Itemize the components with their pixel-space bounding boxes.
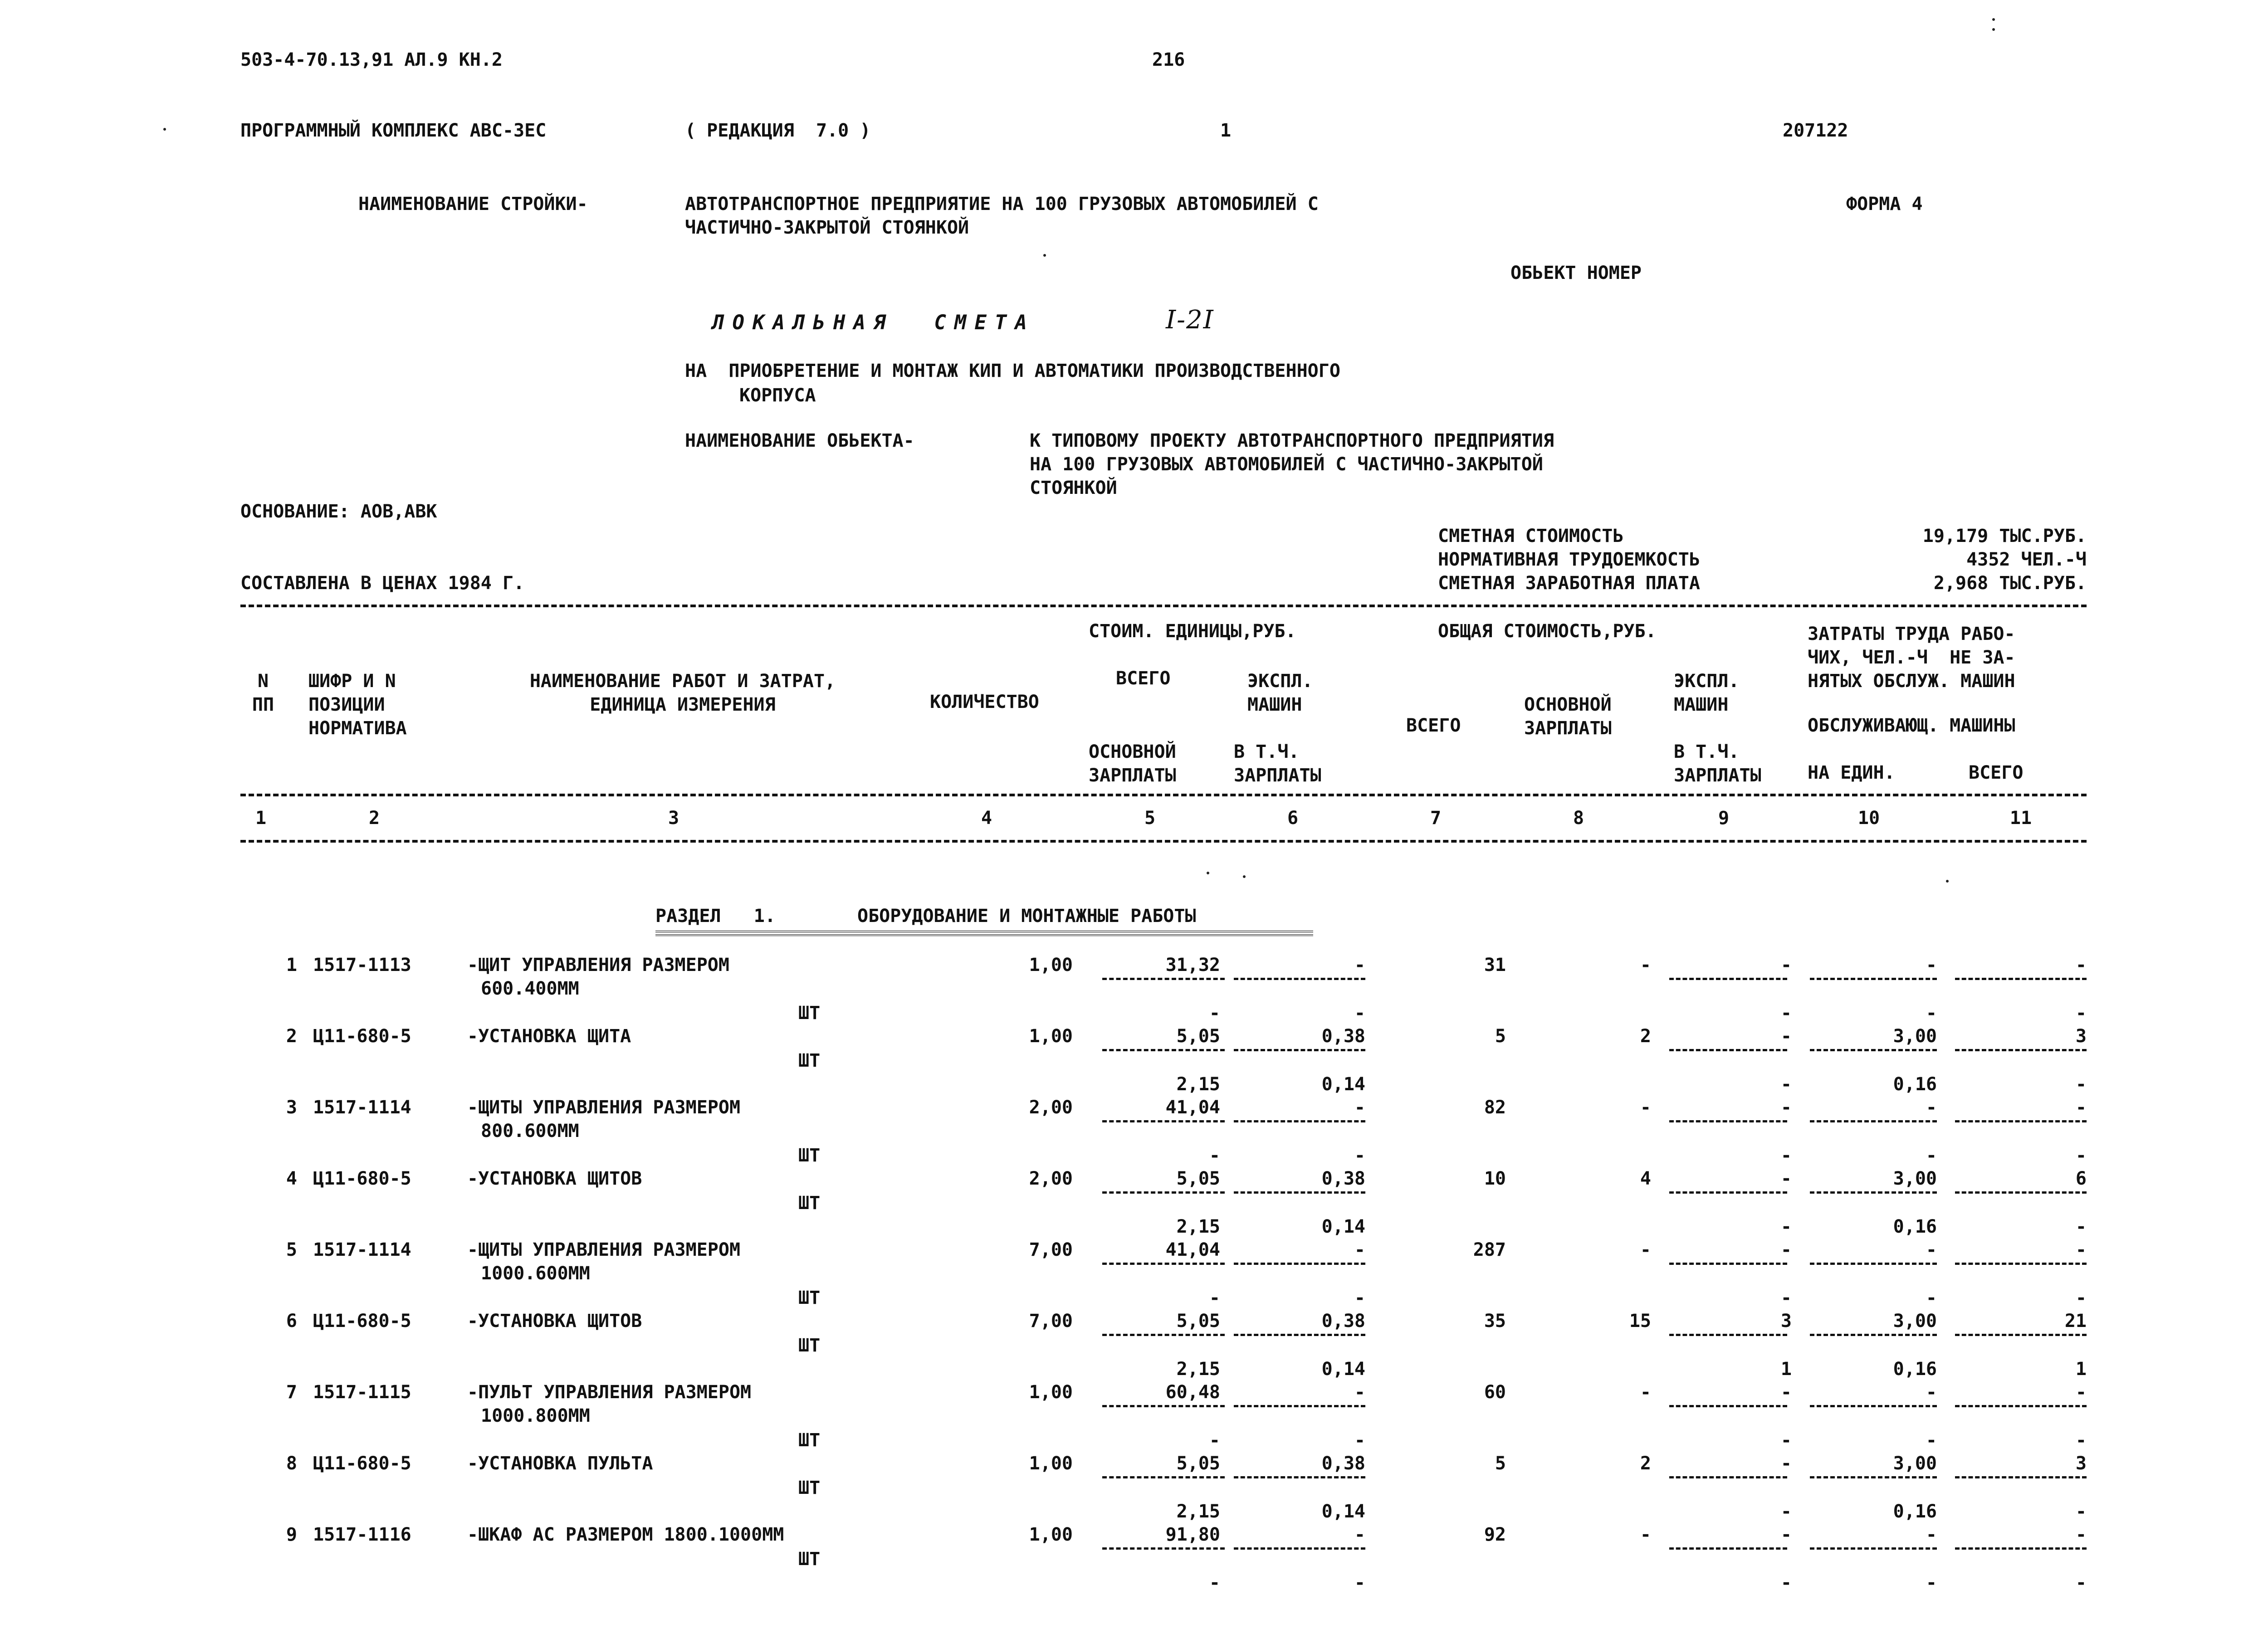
row-total-wage: 2 xyxy=(1640,1453,1651,1474)
cell-separator xyxy=(1234,1476,1365,1478)
row-quantity: 2,00 xyxy=(1029,1097,1073,1118)
cell-separator xyxy=(1102,1405,1225,1407)
row-name: -УСТАНОВКА ЩИТОВ xyxy=(467,1168,642,1189)
row-unit-incl: 0,14 xyxy=(1321,1216,1365,1237)
column-number: 1 xyxy=(255,808,267,829)
cell-separator xyxy=(1810,1120,1937,1122)
row-unit-exp: 0,38 xyxy=(1321,1311,1365,1332)
row-total-cost: 5 xyxy=(1495,1026,1506,1047)
row-unit-cost: 91,80 xyxy=(1165,1524,1220,1545)
sheet-number: 1 xyxy=(1220,120,1232,141)
row-unit-exp: 0,38 xyxy=(1321,1168,1365,1189)
row-service-unit: 0,16 xyxy=(1893,1216,1937,1237)
row-total-wage: - xyxy=(1640,955,1651,976)
header-unit-incl: В Т.Ч. ЗАРПЛАТЫ xyxy=(1234,741,1321,786)
row-unit-cost: 60,48 xyxy=(1165,1382,1220,1403)
row-service-total: - xyxy=(2075,1216,2087,1237)
cell-separator xyxy=(1955,1476,2087,1478)
cell-separator xyxy=(1810,1191,1937,1194)
row-code: 1517-1114 xyxy=(313,1239,411,1260)
row-service-unit: 0,16 xyxy=(1893,1359,1937,1380)
summary-value-labor: 4352 ЧЕЛ.-Ч xyxy=(1966,549,2087,570)
row-labor-total: 3 xyxy=(2075,1026,2087,1047)
summary-label-labor: НОРМАТИВНАЯ ТРУДОЕМКОСТЬ xyxy=(1438,549,1700,570)
edition: ( РЕДАКЦИЯ 7.0 ) xyxy=(685,120,871,141)
section-label: РАЗДЕЛ 1. xyxy=(655,906,776,927)
cell-separator xyxy=(1234,1120,1365,1122)
row-unit-exp: - xyxy=(1354,1524,1365,1545)
row-unit-wage: - xyxy=(1209,1572,1220,1593)
row-name: -ШКАФ АС РАЗМЕРОМ 1800.1000ММ xyxy=(467,1524,784,1545)
row-total-wage: - xyxy=(1640,1097,1651,1118)
row-unit-incl: - xyxy=(1354,1572,1365,1593)
cell-separator xyxy=(1669,1120,1787,1122)
row-labor-total: 6 xyxy=(2075,1168,2087,1189)
row-service-total: - xyxy=(2075,1430,2087,1451)
column-number: 2 xyxy=(368,808,380,829)
row-unit: ШТ xyxy=(798,1549,821,1570)
row-unit-cost: 41,04 xyxy=(1165,1239,1220,1260)
cell-separator xyxy=(1810,978,1937,980)
row-unit-exp: 0,38 xyxy=(1321,1453,1365,1474)
cell-separator xyxy=(1955,1120,2087,1122)
header-col-number: N ПП xyxy=(252,671,274,715)
row-unit-exp: - xyxy=(1354,1097,1365,1118)
header-labor-total: ВСЕГО xyxy=(1969,762,2024,783)
cell-separator xyxy=(1955,1547,2087,1550)
column-number: 4 xyxy=(981,808,992,829)
row-unit-exp: 0,38 xyxy=(1321,1026,1365,1047)
row-unit: ШТ xyxy=(798,1335,821,1356)
header-number-rule-top xyxy=(240,794,2087,796)
row-labor-total: - xyxy=(2075,955,2087,976)
row-code: 1517-1116 xyxy=(313,1524,411,1545)
row-unit-wage: - xyxy=(1209,1288,1220,1308)
row-unit-wage: - xyxy=(1209,1430,1220,1451)
row-total-cost: 5 xyxy=(1495,1453,1506,1474)
cell-separator xyxy=(1102,1049,1225,1051)
row-labor-total: - xyxy=(2075,1524,2087,1545)
column-number: 7 xyxy=(1430,808,1442,829)
row-total-cost: 287 xyxy=(1473,1239,1506,1260)
row-total-exp: 3 xyxy=(1780,1311,1792,1332)
summary-label-wage: СМЕТНАЯ ЗАРАБОТНАЯ ПЛАТА xyxy=(1438,573,1700,594)
row-name: -ПУЛЬТ УПРАВЛЕНИЯ РАЗМЕРОМ xyxy=(467,1382,752,1403)
row-code: Ц11-680-5 xyxy=(313,1168,411,1189)
row-unit-cost: 5,05 xyxy=(1176,1026,1220,1047)
cell-separator xyxy=(1102,978,1225,980)
row-total-exp: - xyxy=(1780,1382,1792,1403)
row-labor-unit: 3,00 xyxy=(1893,1453,1937,1474)
row-unit: ШТ xyxy=(798,1145,821,1166)
scan-speck xyxy=(1207,872,1209,874)
row-unit: ШТ xyxy=(798,1288,821,1308)
row-unit: ШТ xyxy=(798,1003,821,1024)
cell-separator xyxy=(1234,1191,1365,1194)
row-unit-incl: 0,14 xyxy=(1321,1501,1365,1522)
row-labor-total: 3 xyxy=(2075,1453,2087,1474)
header-col-name: НАИМЕНОВАНИЕ РАБОТ И ЗАТРАТ, ЕДИНИЦА ИЗМЕРЕНИЯ xyxy=(529,671,836,715)
row-unit-exp: - xyxy=(1354,955,1365,976)
row-service-unit: - xyxy=(1926,1572,1937,1593)
cell-separator xyxy=(1234,1334,1365,1336)
row-unit-cost: 5,05 xyxy=(1176,1453,1220,1474)
row-total-exp: - xyxy=(1780,1453,1792,1474)
row-unit-wage: 2,15 xyxy=(1176,1501,1220,1522)
row-code: 1517-1114 xyxy=(313,1097,411,1118)
cell-separator xyxy=(1234,1405,1365,1407)
row-service-unit: - xyxy=(1926,1003,1937,1024)
object-label: НАИМЕНОВАНИЕ ОБЬЕКТА- xyxy=(685,430,914,451)
row-name-size: 800.600ММ xyxy=(481,1121,579,1141)
header-labor-unit: НА ЕДИН. xyxy=(1808,762,1895,783)
cell-separator xyxy=(1955,1334,2087,1336)
row-service-total: - xyxy=(2075,1572,2087,1593)
scan-speck xyxy=(1043,254,1046,257)
row-name: -УСТАНОВКА ПУЛЬТА xyxy=(467,1453,653,1474)
basis: ОСНОВАНИЕ: АОВ,АВК xyxy=(240,501,437,522)
column-number: 11 xyxy=(2009,808,2032,829)
column-number: 10 xyxy=(1857,808,1880,829)
row-total-exp: - xyxy=(1780,1168,1792,1189)
row-total-incl: - xyxy=(1780,1003,1792,1024)
row-service-total: - xyxy=(2075,1288,2087,1308)
cell-separator xyxy=(1955,1405,2087,1407)
row-quantity: 1,00 xyxy=(1029,955,1073,976)
row-total-cost: 82 xyxy=(1484,1097,1506,1118)
row-service-unit: 0,16 xyxy=(1893,1074,1937,1095)
row-labor-unit: - xyxy=(1926,1097,1937,1118)
row-total-cost: 10 xyxy=(1484,1168,1506,1189)
row-name: -ЩИТЫ УПРАВЛЕНИЯ РАЗМЕРОМ xyxy=(467,1239,741,1260)
purpose-line1: НА ПРИОБРЕТЕНИЕ И МОНТАЖ КИП И АВТОМАТИКИ ПРОИЗВОДСТВЕННОГО xyxy=(685,361,1340,381)
column-number: 5 xyxy=(1144,808,1156,829)
cell-separator xyxy=(1810,1049,1937,1051)
cell-separator xyxy=(1810,1547,1937,1550)
row-service-unit: - xyxy=(1926,1145,1937,1166)
row-number: 4 xyxy=(286,1168,297,1189)
row-number: 3 xyxy=(286,1097,297,1118)
object-number-label: ОБЬЕКТ НОМЕР xyxy=(1510,263,1642,283)
row-name: -УСТАНОВКА ЩИТА xyxy=(467,1026,631,1047)
cell-separator xyxy=(1102,1120,1225,1122)
cell-separator xyxy=(1102,1263,1225,1265)
scan-speck xyxy=(1243,875,1246,878)
page-number: 216 xyxy=(1152,49,1185,70)
row-name-size: 1000.600ММ xyxy=(481,1263,590,1284)
doc-code: 503-4-70.13,91 АЛ.9 КН.2 xyxy=(240,49,503,70)
row-number: 7 xyxy=(286,1382,297,1403)
row-total-incl: - xyxy=(1780,1501,1792,1522)
cell-separator xyxy=(1810,1334,1937,1336)
cell-separator xyxy=(1669,1476,1787,1478)
row-unit: ШТ xyxy=(798,1430,821,1451)
row-labor-total: - xyxy=(2075,1382,2087,1403)
program-name: ПРОГРАММНЫЙ КОМПЛЕКС АВС-3ЕС xyxy=(240,120,547,141)
row-service-total: - xyxy=(2075,1074,2087,1095)
row-quantity: 1,00 xyxy=(1029,1026,1073,1047)
row-labor-unit: 3,00 xyxy=(1893,1311,1937,1332)
scan-speck xyxy=(163,128,166,131)
construction-line2: ЧАСТИЧНО-ЗАКРЫТОЙ СТОЯНКОЙ xyxy=(685,217,969,238)
row-unit-cost: 31,32 xyxy=(1165,955,1220,976)
row-total-exp: - xyxy=(1780,1097,1792,1118)
column-number: 8 xyxy=(1573,808,1584,829)
header-col-quantity: КОЛИЧЕСТВО xyxy=(930,692,1039,712)
header-labor-service: ОБСЛУЖИВАЮЩ. МАШИНЫ xyxy=(1808,715,2015,736)
row-service-total: - xyxy=(2075,1003,2087,1024)
row-unit: ШТ xyxy=(798,1050,821,1071)
row-service-unit: - xyxy=(1926,1430,1937,1451)
column-number: 3 xyxy=(668,808,679,829)
row-total-exp: - xyxy=(1780,1026,1792,1047)
row-name: -ЩИТЫ УПРАВЛЕНИЯ РАЗМЕРОМ xyxy=(467,1097,741,1118)
row-labor-unit: - xyxy=(1926,1524,1937,1545)
section-title: ОБОРУДОВАНИЕ И МОНТАЖНЫЕ РАБОТЫ xyxy=(857,906,1196,927)
row-total-incl: - xyxy=(1780,1216,1792,1237)
row-code: Ц11-680-5 xyxy=(313,1453,411,1474)
row-unit-exp: - xyxy=(1354,1239,1365,1260)
row-unit-wage: 2,15 xyxy=(1176,1216,1220,1237)
row-total-incl: - xyxy=(1780,1430,1792,1451)
header-unit-wage: ОСНОВНОЙ ЗАРПЛАТЫ xyxy=(1089,741,1176,786)
row-unit-wage: - xyxy=(1209,1003,1220,1024)
row-unit-cost: 5,05 xyxy=(1176,1311,1220,1332)
row-labor-unit: 3,00 xyxy=(1893,1168,1937,1189)
header-total-exp: ЭКСПЛ. МАШИН xyxy=(1674,671,1740,715)
header-col-code: ШИФР И N ПОЗИЦИИ НОРМАТИВА xyxy=(308,671,407,739)
column-number: 9 xyxy=(1718,808,1730,829)
row-quantity: 7,00 xyxy=(1029,1311,1073,1332)
cell-separator xyxy=(1234,978,1365,980)
cell-separator xyxy=(1810,1405,1937,1407)
header-total-wage: ОСНОВНОЙ ЗАРПЛАТЫ xyxy=(1524,694,1612,739)
cell-separator xyxy=(1669,1334,1787,1336)
row-number: 5 xyxy=(286,1239,297,1260)
row-code: Ц11-680-5 xyxy=(313,1311,411,1332)
cell-separator xyxy=(1669,1049,1787,1051)
column-number: 6 xyxy=(1287,808,1299,829)
row-total-wage: - xyxy=(1640,1382,1651,1403)
object-line2: НА 100 ГРУЗОВЫХ АВТОМОБИЛЕЙ С ЧАСТИЧНО-ЗАКРЫТОЙ xyxy=(1030,454,1543,475)
row-number: 2 xyxy=(286,1026,297,1047)
construction-line1: АВТОТРАНСПОРТНОЕ ПРЕДПРИЯТИЕ НА 100 ГРУЗОВЫХ АВТОМОБИЛЕЙ С xyxy=(685,194,1319,215)
header-total-incl: В Т.Ч. ЗАРПЛАТЫ xyxy=(1674,741,1761,786)
row-labor-unit: 3,00 xyxy=(1893,1026,1937,1047)
row-name-size: 1000.800ММ xyxy=(481,1405,590,1426)
row-name: -УСТАНОВКА ЩИТОВ xyxy=(467,1311,642,1332)
row-total-wage: - xyxy=(1640,1524,1651,1545)
row-unit-cost: 5,05 xyxy=(1176,1168,1220,1189)
construction-label: НАИМЕНОВАНИЕ СТРОЙКИ- xyxy=(358,194,588,215)
row-total-wage: 4 xyxy=(1640,1168,1651,1189)
row-total-incl: - xyxy=(1780,1288,1792,1308)
cell-separator xyxy=(1669,1405,1787,1407)
object-line3: СТОЯНКОЙ xyxy=(1030,478,1117,498)
row-labor-total: - xyxy=(2075,1097,2087,1118)
row-labor-unit: - xyxy=(1926,955,1937,976)
row-unit-incl: 0,14 xyxy=(1321,1074,1365,1095)
row-quantity: 1,00 xyxy=(1029,1382,1073,1403)
row-total-incl: - xyxy=(1780,1074,1792,1095)
cell-separator xyxy=(1955,978,2087,980)
row-total-incl: - xyxy=(1780,1572,1792,1593)
row-unit-exp: - xyxy=(1354,1382,1365,1403)
form-label: ФОРМА 4 xyxy=(1846,194,1923,215)
row-total-exp: - xyxy=(1780,1239,1792,1260)
row-total-incl: 1 xyxy=(1780,1359,1792,1380)
header-total-all: ВСЕГО xyxy=(1406,715,1461,736)
row-unit: ШТ xyxy=(798,1478,821,1498)
cell-separator xyxy=(1234,1263,1365,1265)
row-quantity: 1,00 xyxy=(1029,1524,1073,1545)
table-top-rule xyxy=(240,605,2087,607)
row-service-total: - xyxy=(2075,1501,2087,1522)
summary-label-cost: СМЕТНАЯ СТОИМОСТЬ xyxy=(1438,526,1624,546)
row-name: -ЩИТ УПРАВЛЕНИЯ РАЗМЕРОМ xyxy=(467,955,729,976)
row-number: 6 xyxy=(286,1311,297,1332)
row-quantity: 7,00 xyxy=(1029,1239,1073,1260)
row-service-unit: - xyxy=(1926,1288,1937,1308)
row-code: 1517-1115 xyxy=(313,1382,411,1403)
cell-separator xyxy=(1810,1476,1937,1478)
row-total-wage: 15 xyxy=(1629,1311,1651,1332)
row-service-total: 1 xyxy=(2075,1359,2087,1380)
cell-separator xyxy=(1669,1547,1787,1550)
row-labor-total: 21 xyxy=(2064,1311,2087,1332)
summary-value-wage: 2,968 ТЫС.РУБ. xyxy=(1933,573,2087,594)
section-underline xyxy=(655,931,1313,936)
row-total-cost: 92 xyxy=(1484,1524,1506,1545)
row-labor-total: - xyxy=(2075,1239,2087,1260)
purpose-line2: КОРПУСА xyxy=(739,385,816,406)
row-number: 9 xyxy=(286,1524,297,1545)
row-quantity: 2,00 xyxy=(1029,1168,1073,1189)
row-unit-incl: - xyxy=(1354,1145,1365,1166)
cell-separator xyxy=(1102,1476,1225,1478)
header-unit-total: ВСЕГО xyxy=(1116,668,1171,689)
object-line1: К ТИПОВОМУ ПРОЕКТУ АВТОТРАНСПОРТНОГО ПРЕДПРИЯТИЯ xyxy=(1030,430,1554,451)
row-unit-incl: - xyxy=(1354,1430,1365,1451)
header-unit-group: СТОИМ. ЕДИНИЦЫ,РУБ. xyxy=(1089,621,1296,642)
row-labor-unit: - xyxy=(1926,1382,1937,1403)
row-unit-incl: - xyxy=(1354,1288,1365,1308)
cell-separator xyxy=(1955,1263,2087,1265)
header-total-group: ОБЩАЯ СТОИМОСТЬ,РУБ. xyxy=(1438,621,1657,642)
row-total-cost: 35 xyxy=(1484,1311,1506,1332)
row-unit-cost: 41,04 xyxy=(1165,1097,1220,1118)
row-quantity: 1,00 xyxy=(1029,1453,1073,1474)
row-number: 1 xyxy=(286,955,297,976)
prices-year: СОСТАВЛЕНА В ЦЕНАХ 1984 Г. xyxy=(240,573,525,594)
doc-title: ЛОКАЛЬНАЯ СМЕТА xyxy=(712,311,1035,334)
scan-speck xyxy=(1992,28,1995,31)
cell-separator xyxy=(1102,1547,1225,1550)
scan-speck xyxy=(1946,880,1949,883)
row-total-cost: 60 xyxy=(1484,1382,1506,1403)
cell-separator xyxy=(1669,978,1787,980)
row-code: Ц11-680-5 xyxy=(313,1026,411,1047)
cell-separator xyxy=(1669,1263,1787,1265)
row-labor-unit: - xyxy=(1926,1239,1937,1260)
cell-separator xyxy=(1669,1191,1787,1194)
header-labor-group: ЗАТРАТЫ ТРУДА РАБО- ЧИХ, ЧЕЛ.-Ч НЕ ЗА- НЯТЫХ ОБСЛУЖ. МАШИН xyxy=(1808,624,2015,692)
row-unit-wage: 2,15 xyxy=(1176,1359,1220,1380)
row-unit-wage: - xyxy=(1209,1145,1220,1166)
scan-speck xyxy=(1992,18,1995,21)
row-unit-incl: 0,14 xyxy=(1321,1359,1365,1380)
cell-separator xyxy=(1234,1547,1365,1550)
cell-separator xyxy=(1955,1191,2087,1194)
cell-separator xyxy=(1102,1334,1225,1336)
row-service-unit: 0,16 xyxy=(1893,1501,1937,1522)
header-number-rule-bottom xyxy=(240,840,2087,843)
summary-value-cost: 19,179 ТЫС.РУБ. xyxy=(1922,526,2087,546)
cell-separator xyxy=(1810,1263,1937,1265)
header-unit-exp: ЭКСПЛ. МАШИН xyxy=(1247,671,1313,715)
row-total-exp: - xyxy=(1780,1524,1792,1545)
row-total-wage: 2 xyxy=(1640,1026,1651,1047)
row-unit-incl: - xyxy=(1354,1003,1365,1024)
estimate-code: 207122 xyxy=(1783,120,1848,141)
row-unit: ШТ xyxy=(798,1193,821,1214)
row-total-cost: 31 xyxy=(1484,955,1506,976)
row-service-total: - xyxy=(2075,1145,2087,1166)
cell-separator xyxy=(1234,1049,1365,1051)
row-total-incl: - xyxy=(1780,1145,1792,1166)
row-total-exp: - xyxy=(1780,955,1792,976)
row-total-wage: - xyxy=(1640,1239,1651,1260)
cell-separator xyxy=(1955,1049,2087,1051)
row-name-size: 600.400ММ xyxy=(481,978,579,999)
row-code: 1517-1113 xyxy=(313,955,411,976)
row-unit-wage: 2,15 xyxy=(1176,1074,1220,1095)
row-number: 8 xyxy=(286,1453,297,1474)
doc-title-number: I-2I xyxy=(1166,305,1214,335)
cell-separator xyxy=(1102,1191,1225,1194)
